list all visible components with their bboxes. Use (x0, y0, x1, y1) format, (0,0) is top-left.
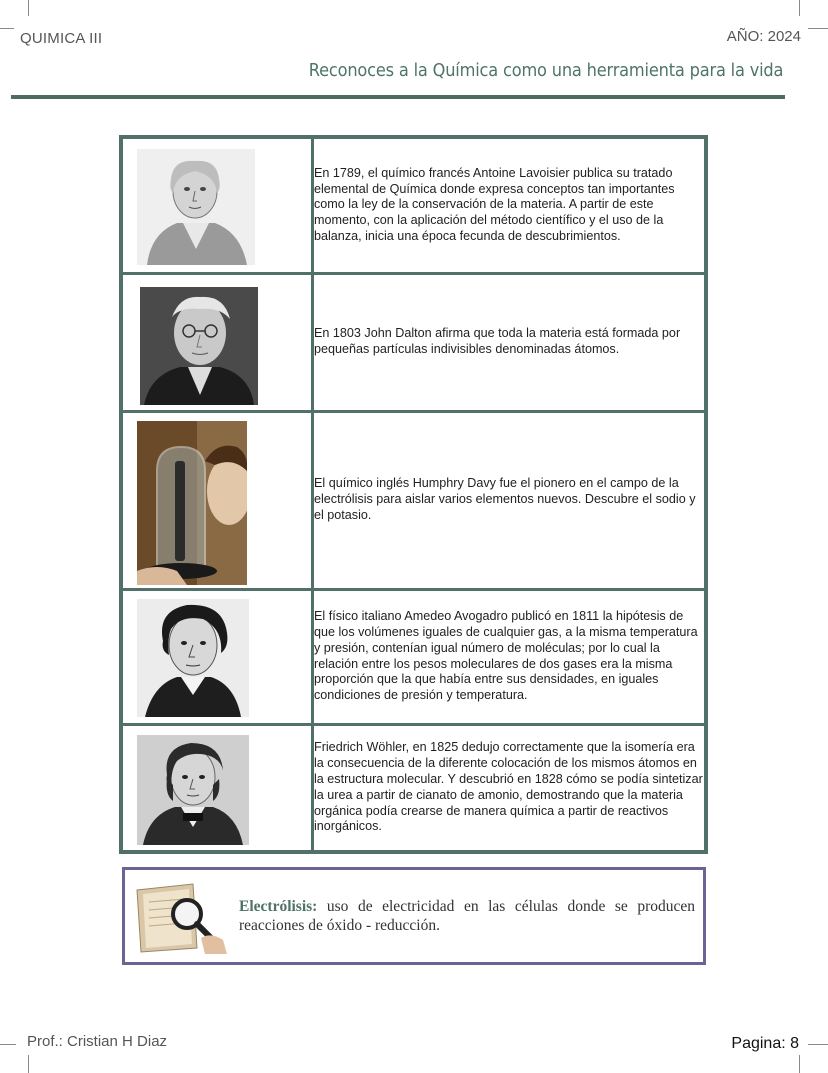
header-rule (11, 95, 785, 99)
avogadro-portrait (137, 599, 249, 717)
crop-mark (808, 1044, 828, 1045)
image-cell (121, 411, 313, 589)
author-label: Prof.: Cristian H Diaz (27, 1033, 168, 1050)
image-cell (121, 137, 313, 273)
page-number: Pagina: 8 (731, 1035, 799, 1052)
course-title: QUIMICA III (20, 30, 103, 47)
crop-mark (799, 0, 800, 16)
page-subtitle: Reconoces a la Química como una herramienta para la vida (308, 60, 783, 81)
definition-box (122, 867, 706, 965)
table-row (121, 411, 706, 589)
image-cell (121, 273, 313, 411)
dalton-portrait (140, 287, 258, 405)
definition-body: uso de electricidad en las células donde se producen reacciones de óxido - reducción. (239, 898, 695, 934)
timeline-text: En 1789, el químico francés Antoine Lavoisier publica su tratado elemental de Química donde expresa conceptos tan importantes como la ley de la conservación de la materia. A partir de este momento, con la aplicación del método científico y el uso de la balanza, inicia una época fecunda de descubrimientos. (313, 137, 707, 273)
wohler-portrait (137, 735, 249, 845)
definition-text (239, 897, 695, 935)
crop-mark (0, 1044, 16, 1045)
table-row (121, 137, 706, 273)
crop-mark (808, 28, 828, 29)
year-label: AÑO: 2024 (726, 28, 801, 45)
history-table (119, 135, 708, 854)
table-row (121, 589, 706, 724)
crop-mark (799, 1055, 800, 1073)
davy-bell-jar-photo (137, 421, 247, 585)
definition-term: Electrólisis: (239, 898, 318, 915)
timeline-text: En 1803 John Dalton afirma que toda la materia está formada por pequeñas partículas indivisibles denominadas átomos. (313, 273, 707, 411)
table-row (121, 273, 706, 411)
timeline-text: Friedrich Wöhler, en 1825 dedujo correctamente que la isomería era la consecuencia de la diferente colocación de los mismos átomos en la estructura molecular. Y descubrió en 1828 cómo se podía sintetizar la urea a partir de cianato de amonio, demostrando que la materia orgánica podía crearse de manera química a partir de reactivos inorgánicos. (313, 724, 707, 852)
table-row (121, 724, 706, 852)
lavoisier-portrait (137, 149, 255, 265)
crop-mark (28, 1055, 29, 1073)
timeline-text: El físico italiano Amedeo Avogadro publicó en 1811 la hipótesis de que los volúmenes iguales de cualquier gas, a la misma temperatura y presión, contenían igual número de moléculas; por lo cual la relación entre los pesos moleculares de dos gases era la misma proporción que la que había entre sus densidades, en iguales condiciones de presión y temperatura. (313, 589, 707, 724)
image-cell (121, 724, 313, 852)
crop-mark (28, 0, 29, 16)
crop-mark (0, 28, 14, 29)
magnifying-glass-book-icon (131, 878, 227, 954)
timeline-text: El químico inglés Humphry Davy fue el pionero en el campo de la electrólisis para aislar varios elementos nuevos. Descubre el sodio y el potasio. (313, 411, 707, 589)
image-cell (121, 589, 313, 724)
